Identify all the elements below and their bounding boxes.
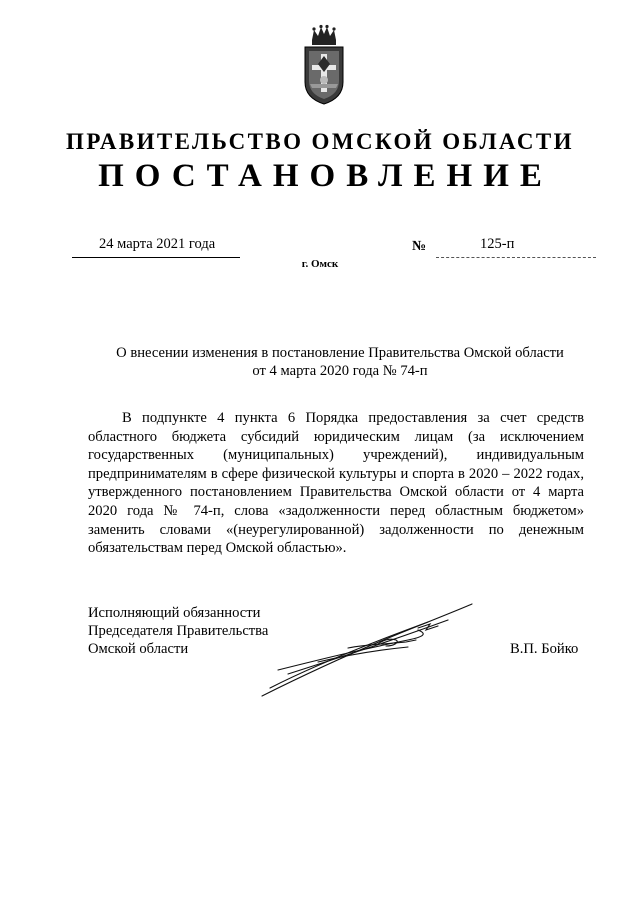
- document-number: 125-п: [480, 236, 515, 252]
- coat-of-arms-icon: [300, 24, 348, 106]
- body-paragraph: В подпункте 4 пункта 6 Порядка предоставления за счет средств областного бюджета субсидий юридическим лицам (за исключением государственных (муниципальных) учреждений), индивидуальным предпринимателям в сфере физической культуры и спорта в 2020 – 2022 годах, утвержденного постановлением Правительства Омской области от 4 марта 2020 года № 74-п, слова «задолженности перед областным бюджетом» заменить словами «(неурегулированной) задолженности по денежным обязательствам перед Омской областью».: [88, 410, 584, 557]
- number-sign: №: [412, 239, 427, 254]
- handwritten-signature: [258, 600, 478, 700]
- subject-line-1: О внесении изменения в постановление Правительства Омской области: [116, 345, 564, 361]
- document-date: 24 марта 2021 года: [99, 236, 216, 252]
- signer-position-line-1: Исполняющий обязанности: [88, 605, 261, 621]
- document-date-field: [72, 235, 240, 258]
- government-title: ПРАВИТЕЛЬСТВО ОМСКОЙ ОБЛАСТИ: [66, 129, 574, 154]
- document-subject: [0, 344, 640, 380]
- document-city: г. Омск: [301, 258, 339, 270]
- signer-position-line-2: Председателя Правительства: [88, 623, 269, 639]
- signer-position-line-3: Омской области: [88, 641, 189, 657]
- document-number-field: [436, 235, 596, 258]
- document-type: ПОСТАНОВЛЕНИЕ: [98, 158, 553, 194]
- signer-name: В.П. Бойко: [510, 641, 579, 657]
- subject-line-2: от 4 марта 2020 года № 74-п: [252, 363, 428, 379]
- signer-position: [88, 604, 268, 658]
